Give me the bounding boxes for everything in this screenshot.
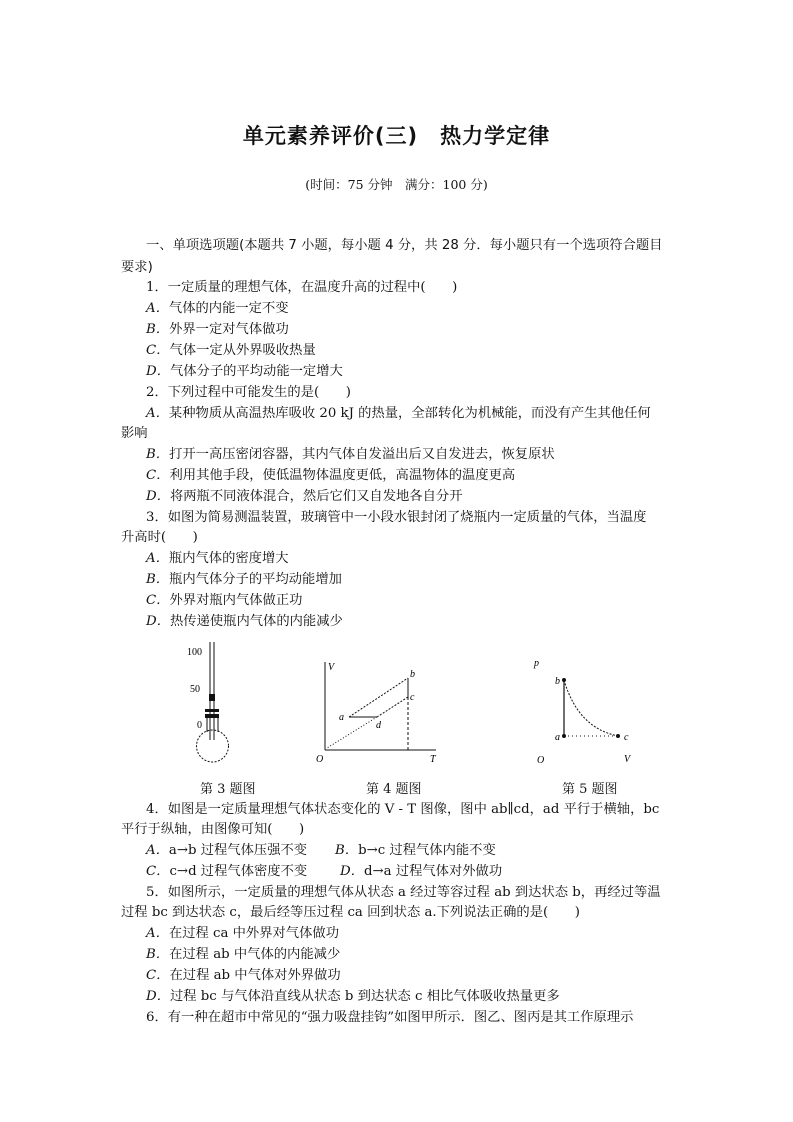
option-letter: D． <box>146 364 170 379</box>
option-text: a→b 过程气体压强不变 <box>168 843 308 858</box>
tick-0: 0 <box>197 720 202 731</box>
option-letter: C． <box>146 468 170 483</box>
question-2-option-c[interactable] <box>146 466 515 486</box>
flask-bulb <box>197 730 229 762</box>
question-4-stem: 4．如图是一定质量理想气体状态变化的 V - T 图像，图中 ab∥cd，ad 平行于横轴，bc <box>146 802 660 817</box>
option-letter: D． <box>146 989 170 1004</box>
point-d: d <box>376 720 381 731</box>
question-3-option-c[interactable] <box>146 591 302 611</box>
option-text: 瓶内气体的密度增大 <box>168 551 289 566</box>
option-text: 将两瓶不同液体混合，然后它们又自发地各自分开 <box>169 489 463 504</box>
question-2-stem: 2．下列过程中可能发生的是( ) <box>146 385 351 400</box>
option-text: 热传递使瓶内气体的内能减少 <box>169 614 343 629</box>
option-text: d→a 过程气体对外做功 <box>363 864 503 879</box>
question-4-option-c[interactable] <box>146 862 307 882</box>
question-6-stem: 6．有一种在超市中常见的“强力吸盘挂钩”如图甲所示．图乙、图丙是其工作原理示 <box>146 1010 634 1025</box>
mercury-plug <box>209 694 215 701</box>
option-text: 在过程 ca 中外界对气体做功 <box>168 926 339 941</box>
line-ab <box>349 678 408 717</box>
point-b: b <box>555 676 560 687</box>
option-text: 瓶内气体分子的平均动能增加 <box>169 572 342 587</box>
section-heading-cont: 要求) <box>121 260 153 275</box>
option-letter: B． <box>146 947 170 962</box>
point-c: c <box>410 692 415 703</box>
option-letter: D． <box>340 864 364 879</box>
t-axis-label: T <box>430 754 436 765</box>
p-axis-label: p <box>534 658 539 669</box>
option-letter: C． <box>146 343 170 358</box>
option-text: 打开一高压密闭容器，其内气体自发溢出后又自发进去，恢复原状 <box>169 447 555 462</box>
option-text: 某种物质从高温热库吸收 20 kJ 的热量，全部转化为机械能，而没有产生其他任何 <box>168 406 651 421</box>
stopper-bottom <box>205 714 219 718</box>
option-letter: A． <box>146 301 169 316</box>
question-3-option-b[interactable] <box>146 570 342 590</box>
option-text: b→c 过程气体内能不变 <box>358 843 496 858</box>
exam-info: (时间：75 分钟 满分：100 分) <box>305 177 488 192</box>
question-5-option-d[interactable] <box>146 987 560 1007</box>
option-letter: B． <box>146 322 170 337</box>
option-letter: A． <box>146 551 169 566</box>
dot-a <box>562 734 566 738</box>
option-text: 在过程 ab 中气体的内能减少 <box>169 947 341 962</box>
option-letter: D． <box>146 614 170 629</box>
question-1-stem: 1．一定质量的理想气体，在温度升高的过程中( ) <box>146 280 458 295</box>
question-3-option-a[interactable] <box>146 549 289 569</box>
v-axis-label: V <box>328 662 335 673</box>
option-letter: C． <box>146 593 170 608</box>
option-text: 过程 bc 与气体沿直线从状态 b 到达状态 c 相比气体吸收热量更多 <box>169 989 560 1004</box>
option-text: 在过程 ab 中气体对外界做功 <box>169 968 341 983</box>
origin-label: O <box>537 755 545 766</box>
question-2-option-b[interactable] <box>146 445 555 465</box>
option-letter: A． <box>146 926 169 941</box>
question-3-stem: 3．如图为简易测温装置，玻璃管中一小段水银封闭了烧瓶内一定质量的气体，当温度 <box>146 510 647 525</box>
v-axis-label: V <box>624 754 631 765</box>
page-title: 单元素养评价(三) 热力学定律 <box>242 124 551 148</box>
option-letter: B． <box>146 572 170 587</box>
point-a: a <box>339 712 344 723</box>
point-a: a <box>555 732 560 743</box>
dot-c <box>616 734 620 738</box>
option-letter: A． <box>146 406 169 421</box>
option-letter: C． <box>146 864 170 879</box>
option-text: c→d 过程气体密度不变 <box>169 864 308 879</box>
question-5-option-b[interactable] <box>146 945 340 965</box>
tick-50: 50 <box>190 684 200 695</box>
question-2-option-a[interactable] <box>146 404 651 424</box>
figure-5-caption: 第 5 题图 <box>562 782 618 797</box>
point-c: c <box>624 732 629 743</box>
curve-bc <box>564 680 618 736</box>
figure-3-caption: 第 3 题图 <box>200 782 256 797</box>
dot-b <box>562 678 566 682</box>
figure-3-thermometer <box>170 640 290 770</box>
option-letter: B． <box>146 447 170 462</box>
option-text: 气体分子的平均动能一定增大 <box>169 364 343 379</box>
question-3-stem-cont: 升高时( ) <box>121 530 198 545</box>
question-5-option-c[interactable] <box>146 966 341 986</box>
line-cd <box>377 697 408 717</box>
option-letter: B． <box>335 843 359 858</box>
tick-100: 100 <box>187 647 202 658</box>
section-heading: 一、单项选项题(本题共 7 小题，每小题 4 分，共 28 分．每小题只有一个选项符合题目 <box>146 238 663 253</box>
figure-4-vt-graph <box>300 650 450 770</box>
question-4-option-d[interactable] <box>340 862 502 882</box>
question-4-option-a[interactable] <box>146 841 307 861</box>
question-2-option-a-cont: 影响 <box>121 426 148 441</box>
option-text: 外界对瓶内气体做正功 <box>169 593 303 608</box>
question-2-option-d[interactable] <box>146 487 463 507</box>
question-4-option-b[interactable] <box>335 841 496 861</box>
question-5-stem-cont: 过程 bc 到达状态 c，最后经等压过程 ca 回到状态 a.下列说法正确的是( ) <box>121 905 580 920</box>
question-1-option-c[interactable] <box>146 341 316 361</box>
question-1-option-a[interactable] <box>146 299 289 319</box>
option-letter: C． <box>146 968 170 983</box>
option-text: 气体一定从外界吸收热量 <box>169 343 316 358</box>
stopper-top <box>205 709 219 712</box>
question-1-option-d[interactable] <box>146 362 343 382</box>
question-3-option-d[interactable] <box>146 612 343 632</box>
question-4-stem-cont: 平行于纵轴，由图像可知( ) <box>121 822 305 837</box>
option-text: 气体的内能一定不变 <box>168 301 289 316</box>
point-b: b <box>410 669 415 680</box>
figure-4-caption: 第 4 题图 <box>366 782 422 797</box>
extension-to-origin <box>327 717 377 748</box>
option-text: 利用其他手段，使低温物体温度更低，高温物体的温度更高 <box>169 468 516 483</box>
question-1-option-b[interactable] <box>146 320 289 340</box>
origin-label: O <box>316 754 324 765</box>
option-letter: A． <box>146 843 169 858</box>
option-text: 外界一定对气体做功 <box>169 322 289 337</box>
question-5-option-a[interactable] <box>146 924 339 944</box>
figure-5-pv-graph <box>520 650 650 770</box>
question-5-stem: 5．如图所示，一定质量的理想气体从状态 a 经过等容过程 ab 到达状态 b，再经过等温 <box>146 885 661 900</box>
option-letter: D． <box>146 489 170 504</box>
